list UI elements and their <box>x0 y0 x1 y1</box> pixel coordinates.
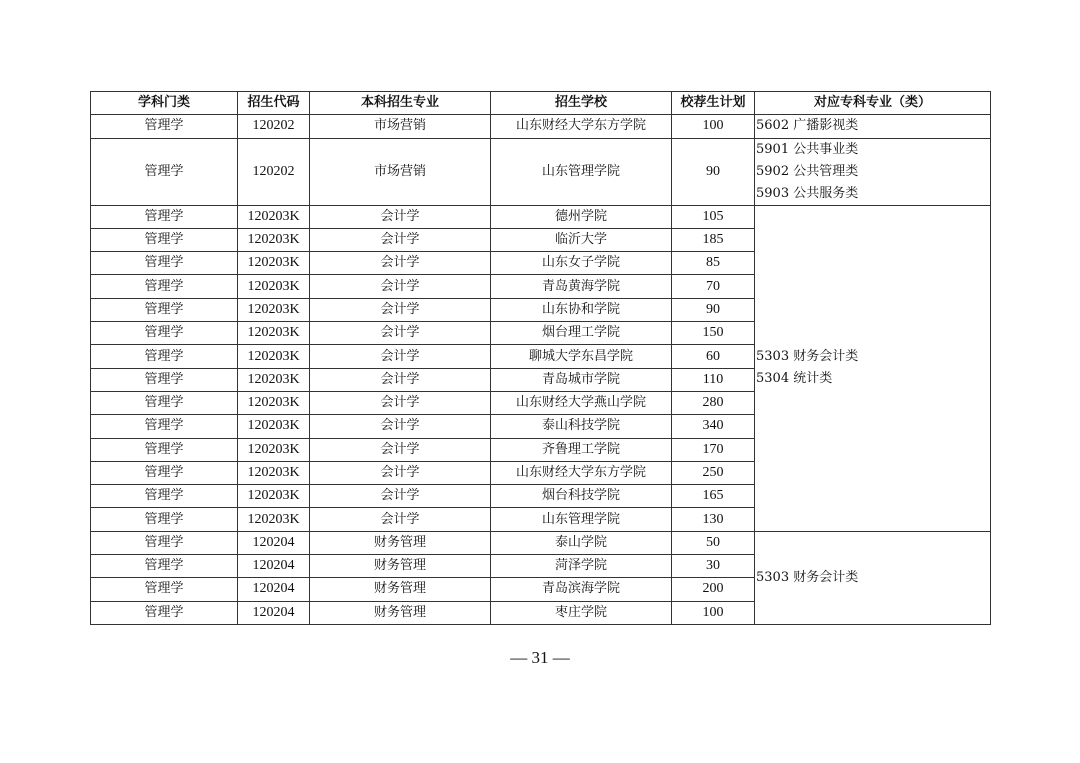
cell-plan: 30 <box>672 555 755 578</box>
cell-major: 财务管理 <box>310 578 491 601</box>
cell-school: 山东财经大学东方学院 <box>491 461 672 484</box>
cell-plan: 105 <box>672 205 755 228</box>
cell-discipline: 管理学 <box>91 205 238 228</box>
cell-plan: 130 <box>672 508 755 531</box>
cell-major: 会计学 <box>310 205 491 228</box>
counterpart-line: 5602 广播影视类 <box>756 118 859 134</box>
cell-major: 会计学 <box>310 415 491 438</box>
cell-discipline: 管理学 <box>91 438 238 461</box>
cell-school: 德州学院 <box>491 205 672 228</box>
cell-major: 会计学 <box>310 368 491 391</box>
cell-plan: 70 <box>672 275 755 298</box>
cell-discipline: 管理学 <box>91 415 238 438</box>
counterpart-line: 5903 公共服务类 <box>756 185 859 201</box>
cell-discipline: 管理学 <box>91 345 238 368</box>
cell-school: 烟台理工学院 <box>491 322 672 345</box>
cell-major: 财务管理 <box>310 601 491 624</box>
cell-plan: 50 <box>672 531 755 554</box>
cell-school: 青岛滨海学院 <box>491 578 672 601</box>
cell-code: 120203K <box>238 485 310 508</box>
cell-code: 120204 <box>238 555 310 578</box>
cell-major: 会计学 <box>310 252 491 275</box>
cell-major: 会计学 <box>310 345 491 368</box>
cell-major: 会计学 <box>310 298 491 321</box>
counterpart-line: 5902 公共管理类 <box>756 163 859 179</box>
cell-plan: 90 <box>672 138 755 205</box>
cell-plan: 170 <box>672 438 755 461</box>
cell-code: 120203K <box>238 228 310 251</box>
header-major: 本科招生专业 <box>310 92 491 115</box>
cell-discipline: 管理学 <box>91 555 238 578</box>
cell-plan: 85 <box>672 252 755 275</box>
cell-major: 会计学 <box>310 508 491 531</box>
cell-school: 聊城大学东昌学院 <box>491 345 672 368</box>
header-school: 招生学校 <box>491 92 672 115</box>
cell-major: 会计学 <box>310 485 491 508</box>
cell-plan: 150 <box>672 322 755 345</box>
cell-plan: 60 <box>672 345 755 368</box>
cell-counterpart <box>755 205 991 531</box>
cell-code: 120203K <box>238 391 310 414</box>
cell-code: 120203K <box>238 322 310 345</box>
cell-discipline: 管理学 <box>91 228 238 251</box>
cell-plan: 110 <box>672 368 755 391</box>
cell-code: 120202 <box>238 115 310 138</box>
cell-plan: 185 <box>672 228 755 251</box>
cell-school: 山东协和学院 <box>491 298 672 321</box>
header-code: 招生代码 <box>238 92 310 115</box>
cell-discipline: 管理学 <box>91 601 238 624</box>
cell-school: 山东财经大学燕山学院 <box>491 391 672 414</box>
cell-discipline: 管理学 <box>91 508 238 531</box>
cell-code: 120203K <box>238 275 310 298</box>
cell-school: 青岛黄海学院 <box>491 275 672 298</box>
cell-plan: 280 <box>672 391 755 414</box>
cell-major: 财务管理 <box>310 555 491 578</box>
cell-discipline: 管理学 <box>91 275 238 298</box>
cell-discipline: 管理学 <box>91 298 238 321</box>
cell-plan: 340 <box>672 415 755 438</box>
cell-plan: 100 <box>672 601 755 624</box>
counterpart-line: 5304 统计类 <box>756 371 833 387</box>
header-plan: 校荐生计划 <box>672 92 755 115</box>
cell-major: 市场营销 <box>310 115 491 138</box>
cell-discipline: 管理学 <box>91 391 238 414</box>
cell-discipline: 管理学 <box>91 531 238 554</box>
table-row <box>91 205 991 228</box>
cell-counterpart <box>755 115 991 138</box>
cell-code: 120203K <box>238 461 310 484</box>
table-header-row <box>91 92 991 115</box>
cell-code: 120204 <box>238 531 310 554</box>
cell-code: 120203K <box>238 252 310 275</box>
cell-major: 会计学 <box>310 228 491 251</box>
cell-school: 山东管理学院 <box>491 138 672 205</box>
cell-school: 临沂大学 <box>491 228 672 251</box>
cell-code: 120203K <box>238 415 310 438</box>
counterpart-line: 5303 财务会计类 <box>756 569 859 585</box>
cell-discipline: 管理学 <box>91 461 238 484</box>
cell-major: 财务管理 <box>310 531 491 554</box>
page-number: — 31 — <box>510 648 570 667</box>
table-row <box>91 115 991 138</box>
cell-code: 120204 <box>238 578 310 601</box>
cell-discipline: 管理学 <box>91 368 238 391</box>
cell-discipline: 管理学 <box>91 322 238 345</box>
cell-discipline: 管理学 <box>91 115 238 138</box>
cell-discipline: 管理学 <box>91 138 238 205</box>
cell-plan: 200 <box>672 578 755 601</box>
cell-plan: 90 <box>672 298 755 321</box>
cell-plan: 250 <box>672 461 755 484</box>
counterpart-line: 5901 公共事业类 <box>756 141 859 157</box>
cell-major: 会计学 <box>310 438 491 461</box>
cell-plan: 165 <box>672 485 755 508</box>
cell-major: 会计学 <box>310 461 491 484</box>
cell-school: 菏泽学院 <box>491 555 672 578</box>
cell-major: 市场营销 <box>310 138 491 205</box>
cell-code: 120203K <box>238 345 310 368</box>
cell-school: 山东财经大学东方学院 <box>491 115 672 138</box>
cell-code: 120203K <box>238 368 310 391</box>
cell-code: 120203K <box>238 205 310 228</box>
cell-code: 120203K <box>238 438 310 461</box>
cell-school: 泰山学院 <box>491 531 672 554</box>
cell-school: 青岛城市学院 <box>491 368 672 391</box>
cell-school: 烟台科技学院 <box>491 485 672 508</box>
table-row <box>91 138 991 205</box>
header-discipline: 学科门类 <box>91 92 238 115</box>
cell-school: 泰山科技学院 <box>491 415 672 438</box>
cell-code: 120202 <box>238 138 310 205</box>
cell-school: 山东管理学院 <box>491 508 672 531</box>
counterpart-line: 5303 财务会计类 <box>756 349 859 365</box>
cell-discipline: 管理学 <box>91 252 238 275</box>
cell-plan: 100 <box>672 115 755 138</box>
cell-school: 山东女子学院 <box>491 252 672 275</box>
header-counterpart: 对应专科专业（类） <box>755 92 991 115</box>
cell-counterpart <box>755 531 991 624</box>
cell-major: 会计学 <box>310 322 491 345</box>
cell-code: 120204 <box>238 601 310 624</box>
cell-school: 齐鲁理工学院 <box>491 438 672 461</box>
enrollment-table <box>90 91 991 625</box>
cell-discipline: 管理学 <box>91 578 238 601</box>
cell-major: 会计学 <box>310 391 491 414</box>
table-row <box>91 531 991 554</box>
cell-school: 枣庄学院 <box>491 601 672 624</box>
cell-code: 120203K <box>238 298 310 321</box>
cell-discipline: 管理学 <box>91 485 238 508</box>
cell-code: 120203K <box>238 508 310 531</box>
cell-major: 会计学 <box>310 275 491 298</box>
cell-counterpart <box>755 138 991 205</box>
